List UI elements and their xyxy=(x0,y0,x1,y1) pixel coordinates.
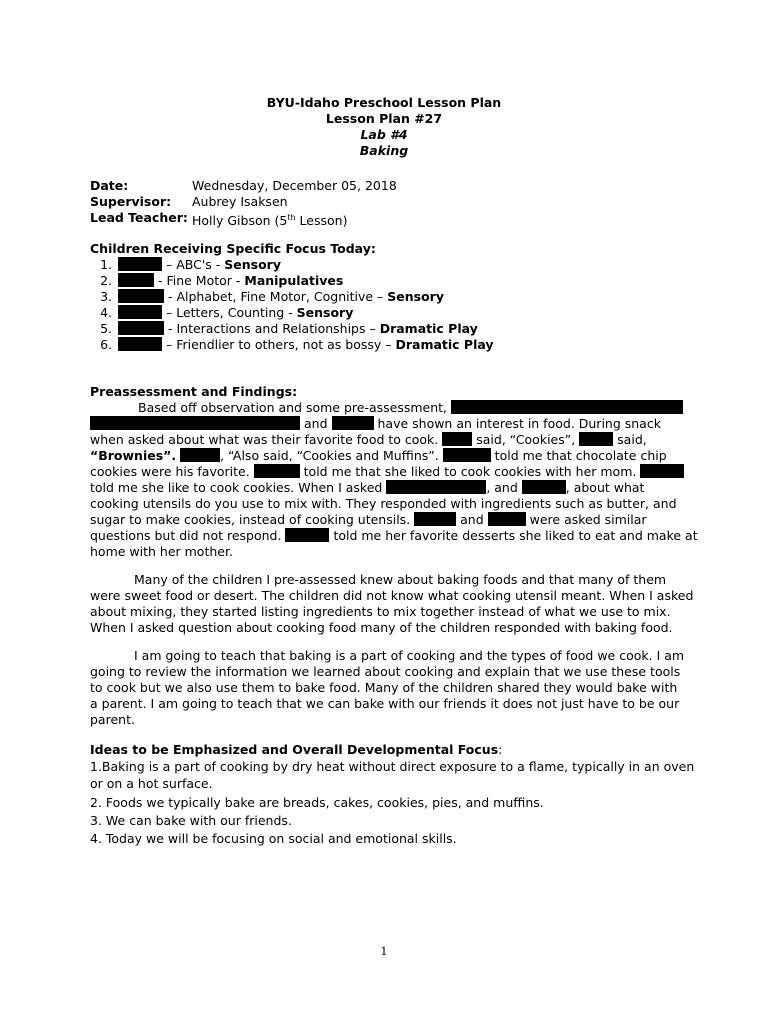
lab-number: Lab #4 xyxy=(360,127,408,142)
paragraph-line: parent. xyxy=(90,712,135,727)
redaction-bar xyxy=(118,337,162,351)
date-value: Wednesday, December 05, 2018 xyxy=(192,178,397,193)
paragraph-line: sugar to make cookies, instead of cooking utensils. and were asked similar xyxy=(90,512,647,527)
paragraph-line: a parent. I am going to teach that we can bake with our friends it does not just have to be our xyxy=(90,696,680,711)
paragraph-line: and have shown an interest in food. During snack xyxy=(90,416,661,432)
paragraph-line: about mixing, they started listing ingredients to mix together instead of what we use to mix. xyxy=(90,604,671,619)
redaction-bar xyxy=(118,289,164,303)
idea-item: 3. We can bake with our friends. xyxy=(90,813,292,828)
idea-item: 2. Foods we typically bake are breads, cakes, cookies, pies, and muffins. xyxy=(90,795,544,810)
lesson-topic: Baking xyxy=(359,143,409,158)
focus-item: 6. – Friendlier to others, not as bossy – Dramatic Play xyxy=(100,337,494,352)
redaction-bar xyxy=(488,512,526,526)
paragraph-line: Many of the children I pre-assessed knew about baking foods and that many of them xyxy=(134,572,667,587)
paragraph-line: home with her mother. xyxy=(90,544,233,559)
focus-item: 4. – Letters, Counting - Sensory xyxy=(100,305,354,320)
idea-item: 4. Today we will be focusing on social and emotional skills. xyxy=(90,831,457,846)
idea-item: 1.Baking is a part of cooking by dry heat without direct exposure to a flame, typically in an oven xyxy=(90,759,695,774)
paragraph-line: were sweet food or desert. The children did not know what cooking utensil meant. When I asked xyxy=(90,588,694,603)
redaction-bar xyxy=(90,416,300,430)
paragraph-line: “Brownies”. , “Also said, “Cookies and Muffins”. told me that chocolate chip xyxy=(90,448,667,463)
paragraph-line: When I asked question about cooking food many of the children responded with baking food. xyxy=(90,620,673,635)
supervisor-value: Aubrey Isaksen xyxy=(192,194,288,209)
idea-item: or on a hot surface. xyxy=(90,776,213,791)
paragraph-line: told me she like to cook cookies. When I asked , and , about what xyxy=(90,480,645,495)
redaction-bar xyxy=(522,480,566,494)
redaction-bar xyxy=(332,416,374,430)
paragraph-line: Based off observation and some pre-assessment, xyxy=(138,400,683,416)
redaction-bar xyxy=(442,432,472,446)
redaction-bar xyxy=(118,273,154,287)
paragraph-line: I am going to teach that baking is a part of cooking and the types of food we cook. I am xyxy=(134,648,685,663)
redaction-bar xyxy=(386,480,486,494)
redaction-bar xyxy=(118,257,162,271)
focus-item: 2. - Fine Motor - Manipulatives xyxy=(100,273,344,288)
redaction-bar xyxy=(443,448,491,462)
date-label: Date: xyxy=(90,178,129,193)
paragraph-line: going to review the information we learned about cooking and explain that we use these tools xyxy=(90,664,681,679)
paragraph-line: cookies were his favorite. told me that she liked to cook cookies with her mom. xyxy=(90,464,684,480)
focus-item: 5. - Interactions and Relationships – Dramatic Play xyxy=(100,321,478,336)
lead-teacher-value: Holly Gibson (5th Lesson) xyxy=(192,213,348,229)
redaction-bar xyxy=(285,528,329,542)
redaction-bar xyxy=(414,512,456,526)
redaction-bar xyxy=(180,448,220,462)
ideas-heading: Ideas to be Emphasized and Overall Developmental Focus: xyxy=(90,742,503,757)
redaction-bar xyxy=(118,305,162,319)
focus-heading: Children Receiving Specific Focus Today: xyxy=(90,241,376,256)
redaction-bar xyxy=(579,432,613,446)
redaction-bar xyxy=(451,400,683,414)
paragraph-line: to cook but we also use them to bake food. Many of the children shared they would bake with xyxy=(90,680,678,695)
paragraph-line: cooking utensils do you use to mix with. They responded with ingredients such as butter, and xyxy=(90,496,677,511)
lead-teacher-label: Lead Teacher: xyxy=(90,210,188,225)
supervisor-label: Supervisor: xyxy=(90,194,172,209)
lesson-plan-number: Lesson Plan #27 xyxy=(325,111,443,126)
redaction-bar xyxy=(640,464,684,478)
page-number: 1 xyxy=(380,945,388,958)
redaction-bar xyxy=(118,321,164,335)
focus-item: 1. – ABC's - Sensory xyxy=(100,257,281,272)
preassessment-heading: Preassessment and Findings: xyxy=(90,384,298,399)
document-title: BYU-Idaho Preschool Lesson Plan xyxy=(266,95,502,110)
paragraph-line: questions but did not respond. told me her favorite desserts she liked to eat and make at xyxy=(90,528,698,543)
redaction-bar xyxy=(254,464,300,478)
paragraph-line: when asked about what was their favorite food to cook. said, “Cookies”, said, xyxy=(90,432,647,447)
focus-item: 3. - Alphabet, Fine Motor, Cognitive – Sensory xyxy=(100,289,444,304)
